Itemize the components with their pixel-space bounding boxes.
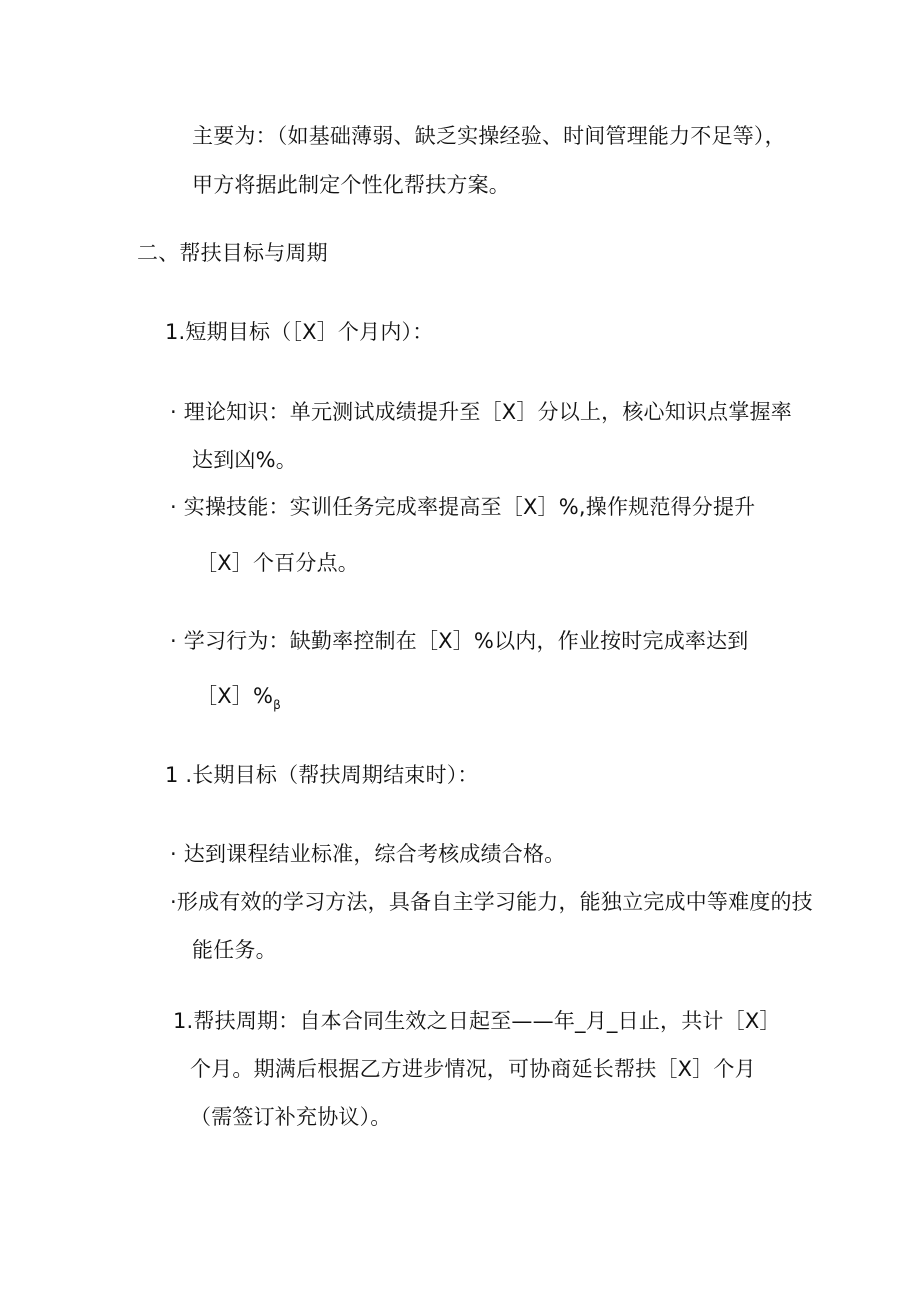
long-term-item-1: · 达到课程结业标准，综合考核成绩合格。 [170, 842, 566, 866]
section-heading-goals-period: 二、帮扶目标与周期 [137, 241, 328, 265]
intro-line-2: 甲方将据此制定个性化帮扶方案。 [192, 173, 510, 197]
support-period-line-1: 1.帮扶周期：自本合同生效之日起至——年_月_日止，共计［X］ [173, 1009, 781, 1033]
practical-skill-line-1: · 实操技能：实训任务完成率提高至［X］%,操作规范得分提升 [170, 495, 756, 519]
long-term-item-2-line-2: 能任务。 [192, 938, 277, 962]
learning-behavior-line-2 [196, 682, 281, 713]
learning-behavior-subscript: β [273, 698, 281, 712]
short-term-goal-title: 1.短期目标（［X］个月内）： [165, 320, 434, 344]
long-term-goal-title: 1 .长期目标（帮扶周期结束时）： [165, 763, 479, 787]
theory-knowledge-line-1: · 理论知识：单元测试成绩提升至［X］分以上，核心知识点掌握率 [170, 400, 792, 424]
intro-line-1: 主要为：（如基础薄弱、缺乏实操经验、时间管理能力不足等）， [192, 124, 786, 148]
long-term-item-2-line-1: ·形成有效的学习方法，具备自主学习能力，能独立完成中等难度的技 [170, 890, 813, 914]
support-period-line-3: （需签订补充协议）。 [190, 1105, 392, 1129]
practical-skill-line-2: ［X］个百分点。 [196, 551, 359, 575]
theory-knowledge-line-2: 达到凶%。 [192, 448, 297, 472]
learning-behavior-value: ［X］% [196, 684, 274, 708]
support-period-line-2: 个月。期满后根据乙方进步情况，可协商延长帮扶［X］个月 [190, 1057, 756, 1081]
learning-behavior-line-1: · 学习行为：缺勤率控制在［X］%以内，作业按时完成率达到 [170, 629, 749, 653]
